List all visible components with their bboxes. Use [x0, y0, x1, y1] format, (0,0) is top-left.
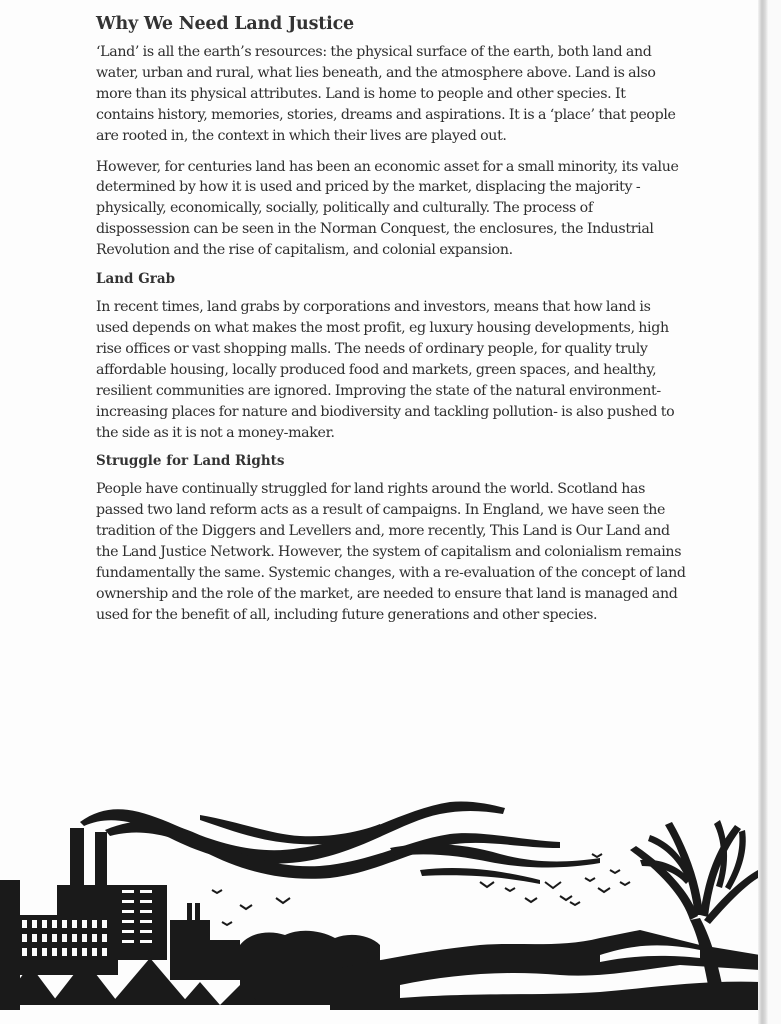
smoke-trails — [80, 801, 600, 884]
page-title: Why We Need Land Justice — [96, 14, 354, 34]
article — [96, 14, 686, 636]
linocut-illustration — [0, 770, 760, 1010]
page-edge-shadow — [758, 0, 768, 1024]
section-paragraph-land-grab: In recent times, land grabs by corporations and investors, means that how land is used depends on what makes the most profit, eg luxury housing developments, high rise offices or vast shopping malls. The needs of ordinary people, for quality truly affordable housing, locally produced food and markets, green spaces, and healthy, resilient communities are ignored. Improving the state of the natural environment- increasing places for nature and biodiversity and tackling pollution- is also pushed to the side as it is not a money-maker. — [96, 299, 675, 441]
intro-paragraph-2: However, for centuries land has been an economic asset for a small minority, its value determined by how it is used and priced by the market, displacing the majority - physically, economically, socially, politically and culturally. The process of dispossession can be seen in the Norman Conquest, the enclosures, the Industrial Revolution and the rise of capitalism, and colonial expansion. — [96, 158, 679, 259]
hills — [330, 930, 760, 1010]
section-heading-land-grab: Land Grab — [96, 271, 176, 288]
intro-paragraph-1: ‘Land’ is all the earth’s resources: the physical surface of the earth, both land and water, urban and rural, what lies beneath, and the atmosphere above. Land is also more than its physical attributes. Land is home to people and other species. It contains history, memories, stories, dreams and aspirations. It is a ‘place’ that people are rooted in, the context in which their lives are played out. — [96, 44, 676, 144]
section-paragraph-struggle: People have continually struggled for land rights around the world. Scotland has passed two land reform acts as a result of campaigns. In England, we have seen the tradition of the Diggers and Levellers and, more recently, This Land is Our Land and the Land Justice Network. However, the system of capitalism and colonialism remains fundamentally the same. Systemic changes, with a re-evaluation of the concept of land ownership and the role of the market, are needed to ensure that land is managed and used for the benefit of all, including future generations and other species. — [96, 481, 686, 623]
section-heading-struggle: Struggle for Land Rights — [96, 453, 285, 470]
scan-background — [768, 0, 781, 1024]
